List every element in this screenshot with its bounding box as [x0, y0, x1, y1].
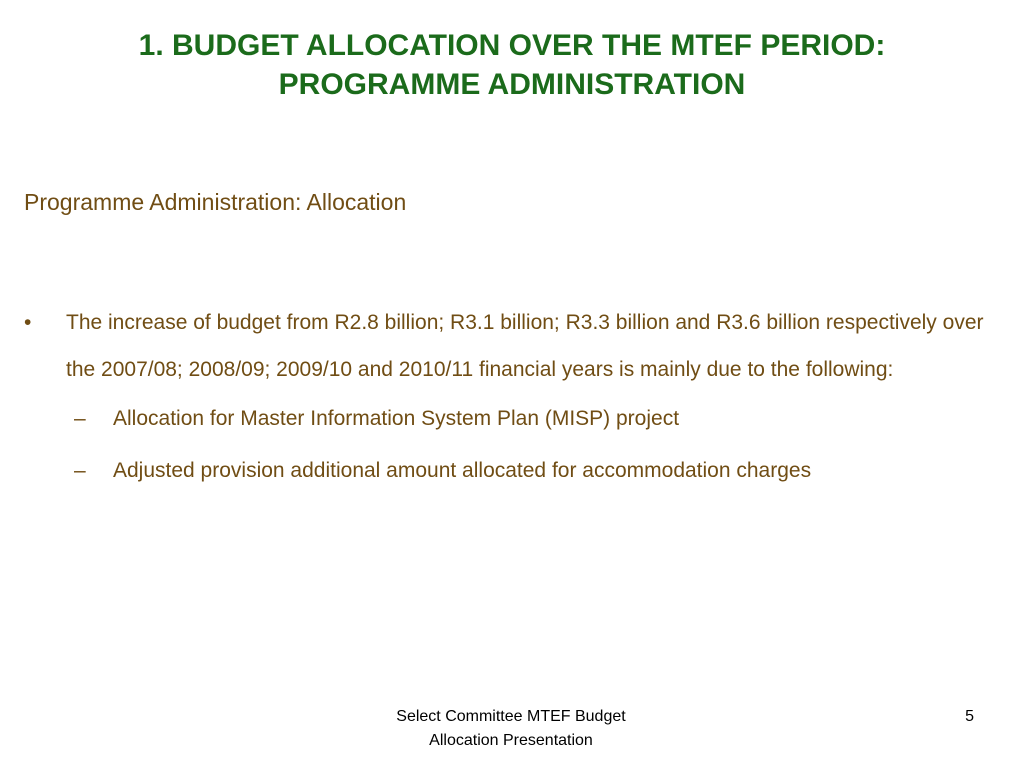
slide-title-line-1: 1. BUDGET ALLOCATION OVER THE MTEF PERIOD: — [138, 29, 886, 62]
footer-caption-line-1: Select Committee MTEF Budget — [396, 708, 626, 725]
sub-bullet-marker: – — [74, 459, 86, 482]
sub-bullet-text: Allocation for Master Information System Plan (MISP) project — [113, 407, 680, 430]
page-number: 5 — [965, 708, 974, 725]
bullet-item — [24, 300, 994, 393]
section-subtitle: Programme Administration: Allocation — [24, 189, 407, 215]
sub-bullet-text: Adjusted provision additional amount allocated for accommodation charges — [113, 459, 812, 482]
footer-caption-line-2: Allocation Presentation — [429, 732, 593, 749]
bullet-marker: • — [24, 311, 32, 334]
slide-title-line-2: PROGRAMME ADMINISTRATION — [278, 68, 746, 101]
sub-bullet-item — [24, 445, 994, 497]
sub-bullet-list — [24, 393, 994, 497]
sub-bullet-marker: – — [74, 407, 86, 430]
bullet-text: The increase of budget from R2.8 billion; R3.1 billion; R3.3 billion and R3.6 billion respectively over the 2007/08; 2008/09; 2009/10 and 2010/11 financial years is mainly due to the following: — [66, 311, 984, 381]
slide-title — [40, 26, 984, 104]
bullet-list — [24, 300, 994, 497]
sub-bullet-item — [24, 393, 994, 445]
footer-caption — [350, 705, 672, 753]
